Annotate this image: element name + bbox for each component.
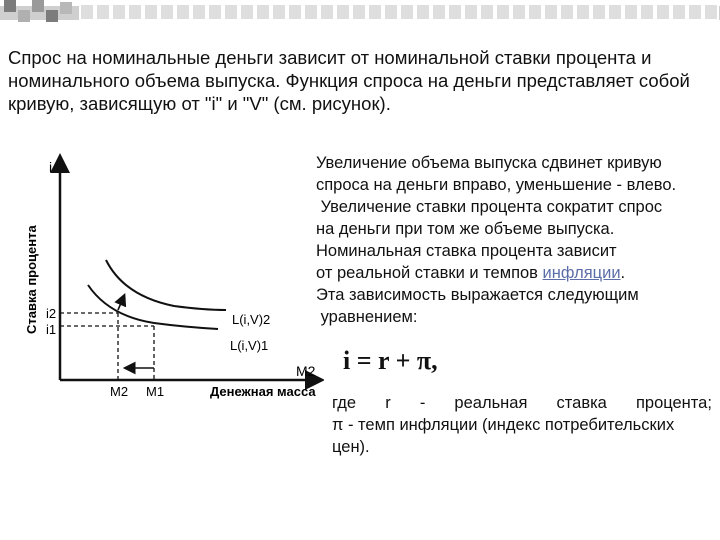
curve-upper-label: L(i,V)2	[232, 312, 271, 327]
word: реальная	[454, 394, 528, 412]
shift-arrow-up	[118, 296, 124, 310]
word: ставка	[556, 394, 607, 412]
y-axis-symbol: i	[49, 159, 53, 175]
word: где	[332, 394, 357, 412]
explanation-line-3: Увеличение ставки процента сократит спрос	[316, 198, 663, 216]
top-decorative-band	[0, 0, 720, 30]
demand-curve-lower	[88, 285, 218, 329]
formula-explanation	[332, 392, 712, 458]
word: r	[385, 394, 391, 412]
explanation-line-4: на деньги при том же объеме выпуска.	[316, 220, 615, 238]
explanation-line-2: спроса на деньги вправо, уменьшение - влево.	[316, 176, 677, 194]
y-axis-label: Ставка процента	[24, 225, 39, 334]
explanation-line-1: Увеличение объема выпуска сдвинет кривую	[316, 154, 662, 172]
fisher-equation: i = r + π,	[343, 346, 438, 375]
x-axis-symbol: M2	[296, 363, 316, 379]
intro-paragraph: Спрос на номинальные деньги зависит от номинальной ставки процента и номинального объема выпуска. Функция спроса на деньги представляет собой кривую, зависящую от "i" и "V" (см. рисунок).	[8, 47, 690, 114]
inflation-link[interactable]: инфляции	[542, 264, 621, 282]
word: -	[419, 394, 426, 412]
tick-i2: i2	[46, 306, 57, 321]
explanation-line-6-start: от реальной ставки и темпов	[316, 264, 543, 282]
demand-curve-upper	[106, 260, 226, 310]
explanation-line-8: уравнением:	[316, 308, 418, 326]
curve-lower-label: L(i,V)1	[230, 338, 269, 353]
explanation-line-5: Номинальная ставка процента зависит	[316, 242, 617, 260]
formula-explanation-line-2: π - темп инфляции (индекс потребительских	[332, 416, 675, 434]
formula-explanation-line-3: цен).	[332, 438, 370, 456]
explanation-line-6-end: .	[620, 264, 626, 282]
explanation-line-6	[316, 262, 716, 284]
word: процента;	[635, 394, 712, 412]
formula-explanation-line-1	[332, 392, 712, 414]
tick-i1: i1	[46, 322, 57, 337]
x-axis-label: Денежная масса	[210, 384, 316, 399]
tick-m2: M2	[110, 384, 129, 399]
tick-m1: M1	[146, 384, 165, 399]
explanation-text	[316, 152, 716, 328]
money-demand-graph	[14, 148, 324, 413]
explanation-line-7: Эта зависимость выражается следующим	[316, 286, 639, 304]
